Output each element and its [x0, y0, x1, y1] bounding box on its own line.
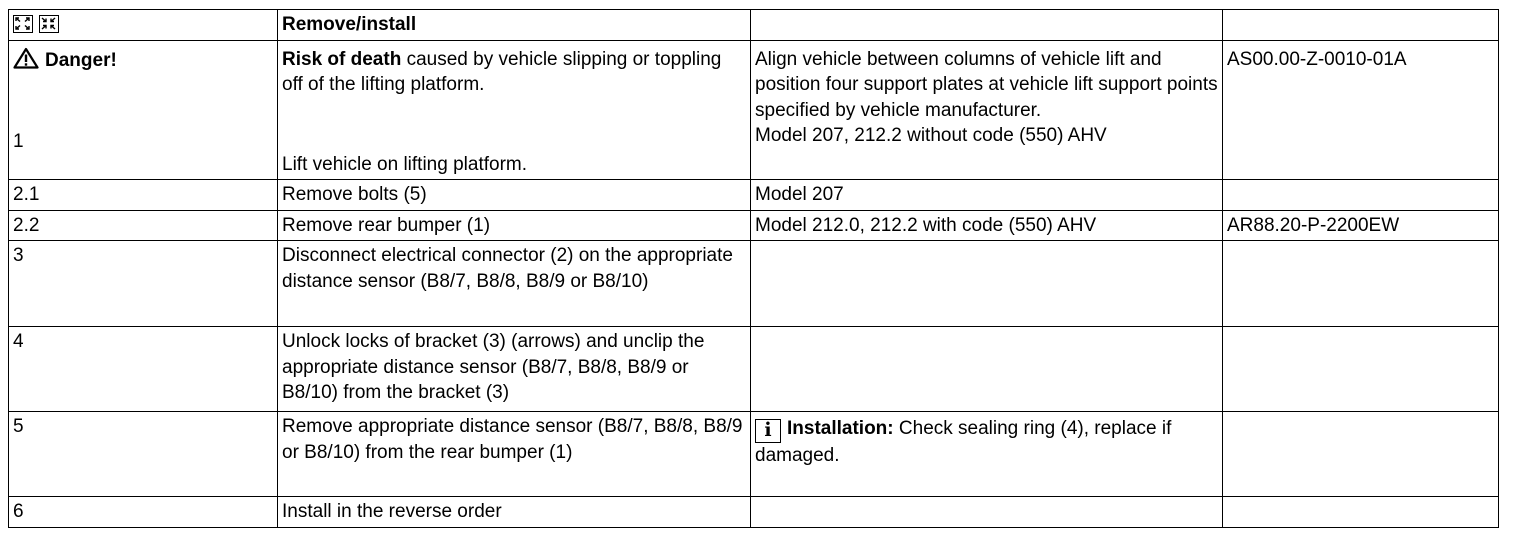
danger-reference-cell: [1223, 40, 1499, 180]
installation-text: Check sealing ring (4), replace if damaged.: [755, 418, 1172, 466]
step-ref[interactable]: AR88.20-P-2200EW: [1223, 210, 1499, 241]
step-action: Unlock locks of bracket (3) (arrows) and unclip the appropriate distance sensor (B8/7, B8/8, B8/9 or B8/10) from the bracket (3): [278, 327, 751, 412]
step-note: [751, 241, 1223, 327]
risk-text: caused by vehicle slipping or toppling off of the lifting platform.: [282, 48, 722, 95]
step-action: Install in the reverse order: [278, 497, 751, 528]
danger-action-cell: [278, 40, 751, 180]
step-note: Model 207, 212.2 without code (550) AHV: [755, 125, 1107, 146]
step-note: [751, 327, 1223, 412]
step-number: 2.2: [9, 210, 278, 241]
expand-icon[interactable]: [13, 15, 33, 33]
step-action: Disconnect electrical connector (2) on the appropriate distance sensor (B8/7, B8/8, B8/9 or B8/10): [278, 241, 751, 327]
step-ref: [1223, 327, 1499, 412]
step-number: 2.1: [9, 180, 278, 211]
danger-instruction-cell: [751, 40, 1223, 180]
step-ref: [1223, 497, 1499, 528]
installation-label: Installation:: [787, 418, 894, 439]
step-number: 5: [9, 412, 278, 497]
danger-reference[interactable]: AS00.00-Z-0010-01A: [1227, 48, 1407, 70]
collapse-icon[interactable]: [39, 15, 59, 33]
danger-label: Danger!: [45, 49, 117, 71]
table-row: [9, 412, 1499, 497]
table-row: [9, 241, 1499, 327]
step-action: Remove rear bumper (1): [278, 210, 751, 241]
step-number: 1: [13, 131, 24, 152]
step-ref: [1223, 412, 1499, 497]
step-ref: [1223, 180, 1499, 211]
header-row: [9, 10, 1499, 41]
danger-row: [9, 40, 1499, 180]
table-row: [9, 180, 1499, 211]
header-icons-cell: [9, 10, 278, 41]
danger-instruction: Align vehicle between columns of vehicle lift and position four support plates at vehicle lift support points specified by vehicle manufacturer.: [755, 48, 1218, 121]
step-ref: [1223, 241, 1499, 327]
header-empty-3: [751, 10, 1223, 41]
table-row: [9, 497, 1499, 528]
step-note: Model 212.0, 212.2 with code (550) AHV: [751, 210, 1223, 241]
step-note: Model 207: [751, 180, 1223, 211]
warning-icon: [13, 47, 39, 69]
step-number: 4: [9, 327, 278, 412]
risk-bold: Risk of death: [282, 48, 402, 70]
step-action: Remove appropriate distance sensor (B8/7, B8/8, B8/9 or B8/10) from the rear bumper (1): [278, 412, 751, 497]
header-empty-4: [1223, 10, 1499, 41]
danger-cell: [9, 40, 278, 180]
info-icon: i: [755, 419, 781, 443]
table-row: [9, 327, 1499, 412]
step-note-cell: [751, 412, 1223, 497]
step-action: Lift vehicle on lifting platform.: [282, 153, 528, 175]
step-number: 6: [9, 497, 278, 528]
header-title: Remove/install: [278, 10, 751, 41]
step-note: [751, 497, 1223, 528]
step-number: 3: [9, 241, 278, 327]
step-action: Remove bolts (5): [278, 180, 751, 211]
procedure-table: [8, 9, 1499, 528]
table-row: [9, 210, 1499, 241]
